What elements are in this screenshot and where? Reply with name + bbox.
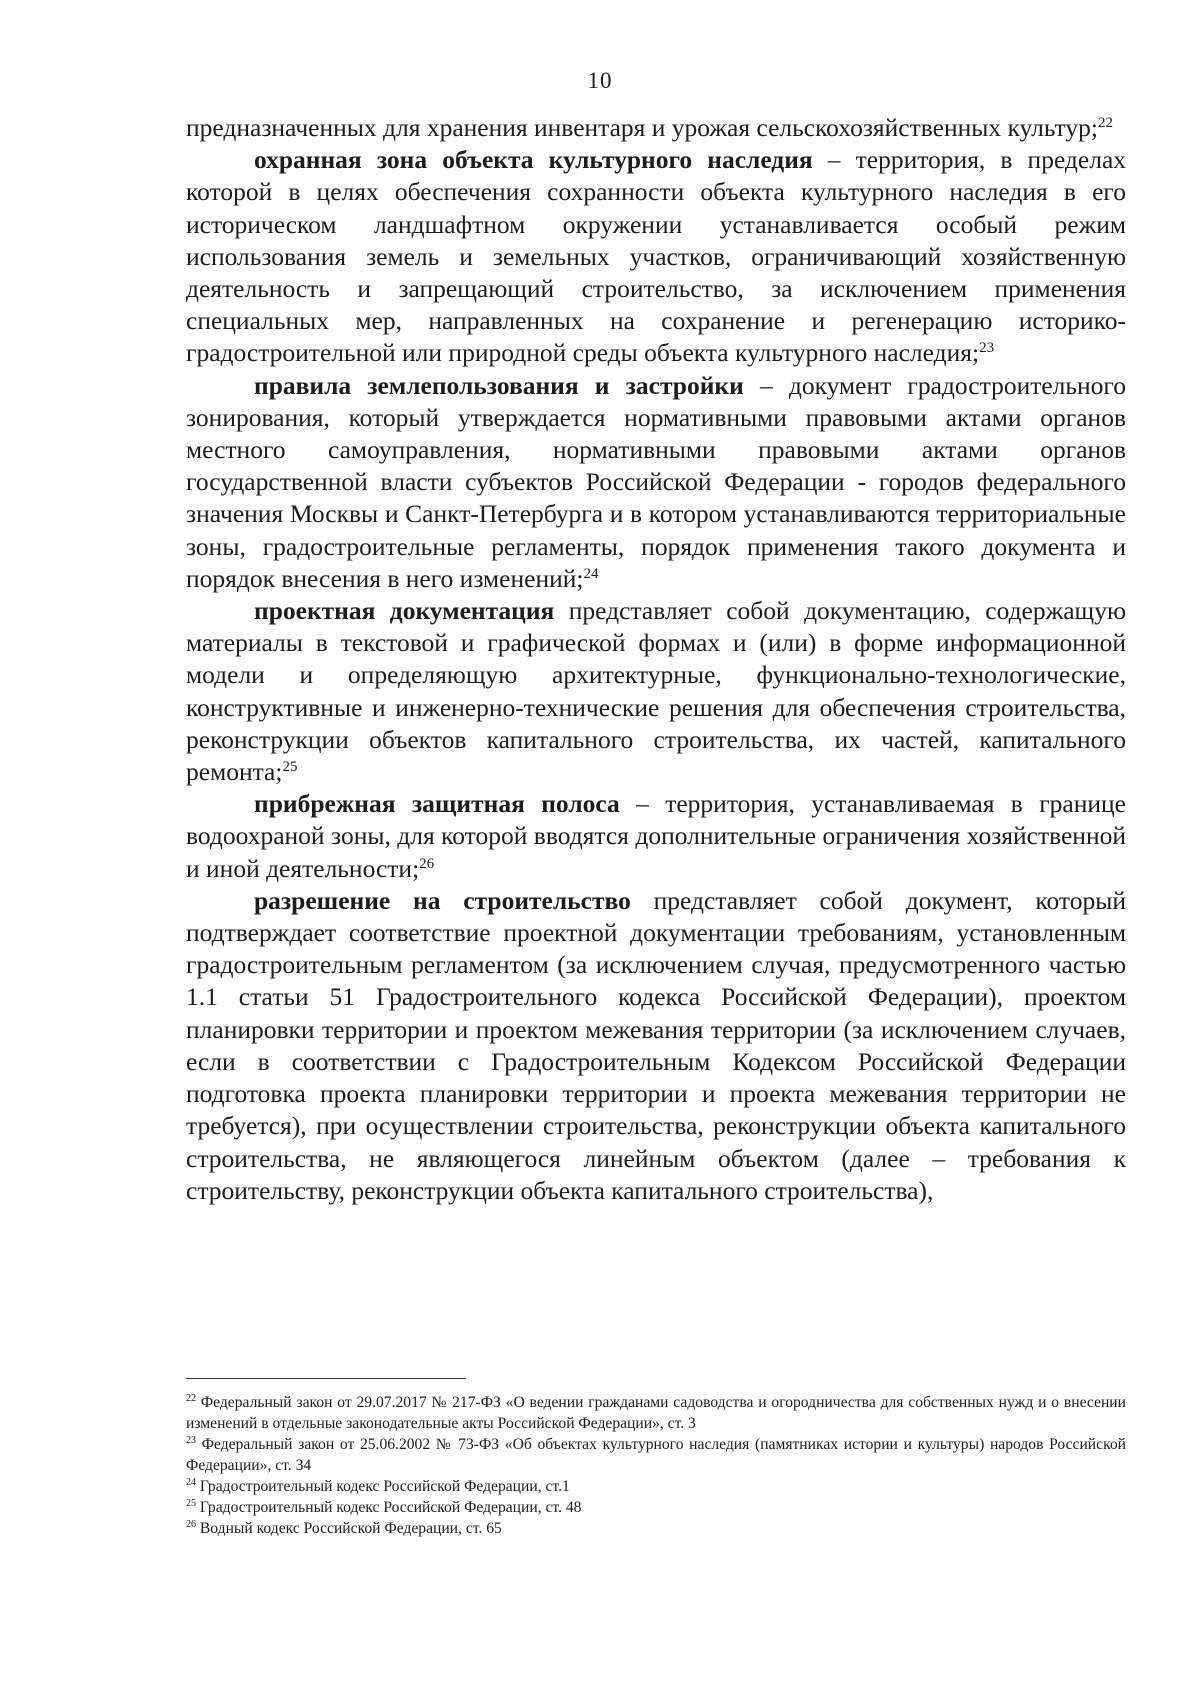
footnote [186, 1434, 1126, 1476]
footnote [186, 1476, 1126, 1497]
definition-paragraph [186, 788, 1126, 885]
defined-term: разрешение на строительство [254, 885, 631, 915]
footnote-ref: 26 [419, 855, 435, 872]
footnotes [186, 1392, 1126, 1539]
definition-paragraph [186, 595, 1126, 788]
defined-term: охранная зона объекта культурного наследия [254, 145, 813, 175]
defined-term: проектная документация [254, 596, 555, 626]
footnote-number: 25 [186, 1498, 196, 1509]
footnote-number: 24 [186, 1477, 196, 1488]
footnote-text: Федеральный закон от 25.06.2002 № 73-ФЗ «Об объектах культурного наследия (памятниках истории и культуры) народов Российской Федерации», ст. 34 [186, 1436, 1126, 1474]
footnote [186, 1392, 1126, 1434]
footnote-text: Градостроительный кодекс Российской Федерации, ст. 48 [196, 1499, 582, 1516]
footnote [186, 1518, 1126, 1539]
body-text [186, 112, 1126, 1207]
definition-paragraph [186, 144, 1126, 369]
paragraph-text: предназначенных для хранения инвентаря и урожая сельскохозяйственных культур; [186, 113, 1098, 142]
footnote-divider [186, 1378, 466, 1379]
footnote-ref: 25 [282, 759, 298, 776]
footnote-text: Градостроительный кодекс Российской Федерации, ст.1 [196, 1478, 570, 1495]
paragraph-continuation [186, 112, 1126, 144]
footnote-ref: 23 [979, 340, 995, 357]
definition-text: – территория, в пределах которой в целях обеспечения сохранности объекта культурного наследия в его историческом ландшафтном окружении устанавливается особый режим использования земель и земельных участков, ограничивающий хозяйственную деятельность и запрещающий строительство, за исключением применения специальных мер, направленных на сохранение и регенерацию историко-градостроительной или природной среды объекта культурного наследия; [186, 145, 1127, 368]
defined-term: правила землепользования и застройки [254, 370, 744, 400]
defined-term: прибрежная защитная полоса [254, 789, 620, 819]
definition-text: представляет собой документ, который подтверждает соответствие проектной документации требованиям, установленным градостроительным регламентом (за исключением случая, предусмотренного частью 1.1 статьи 51 Градостроительного кодекса Российской Федерации), проектом планировки территории и проектом межевания территории (за исключением случаев, если в соответствии с Градостроительным Кодексом Российской Федерации подготовка проекта планировки территории и проекта межевания территории не требуется), при осуществлении строительства, реконструкции объекта капитального строительства, не являющегося линейным объектом (далее – требования к строительству, реконструкции объекта капитального строительства), [186, 885, 1126, 1205]
footnote-ref: 24 [583, 565, 599, 582]
page-number: 10 [587, 68, 613, 93]
definition-paragraph [186, 370, 1126, 595]
footnote-ref: 22 [1097, 115, 1113, 131]
definition-text: – территория, устанавливаемая в границе водоохраной зоны, для которой вводятся дополнительные ограничения хозяйственной и иной деятельности; [186, 789, 1126, 883]
footnote-text: Федеральный закон от 29.07.2017 № 217-ФЗ «О ведении гражданами садоводства и огородничества для собственных нужд и о внесении изменений в отдельные законодательные акты Российской Федерации», ст. 3 [186, 1394, 1126, 1432]
definition-text: – документ градостроительного зонирования, который утверждается нормативными правовыми актами органов местного самоуправления, нормативными правовыми актами органов государственной власти субъектов Российской Федерации - городов федерального значения Москвы и Санкт-Петербурга и в котором устанавливаются территориальные зоны, градостроительные регламенты, порядок применения такого документа и порядок внесения в него изменений; [186, 370, 1126, 593]
definition-paragraph [186, 885, 1126, 1207]
footnote-number: 23 [186, 1435, 196, 1446]
definition-text: представляет собой документацию, содержащую материалы в текстовой и графической формах и (или) в форме информационной модели и определяющую архитектурные, функционально-технологические, конструктивные и инженерно-технические решения для обеспечения строительства, реконструкции объектов капитального строительства, их частей, капитального ремонта; [186, 596, 1126, 787]
footnote [186, 1497, 1126, 1518]
footnote-number: 26 [186, 1519, 196, 1530]
footnote-number: 22 [186, 1393, 196, 1404]
footnote-text: Водный кодекс Российской Федерации, ст. 65 [196, 1520, 502, 1537]
